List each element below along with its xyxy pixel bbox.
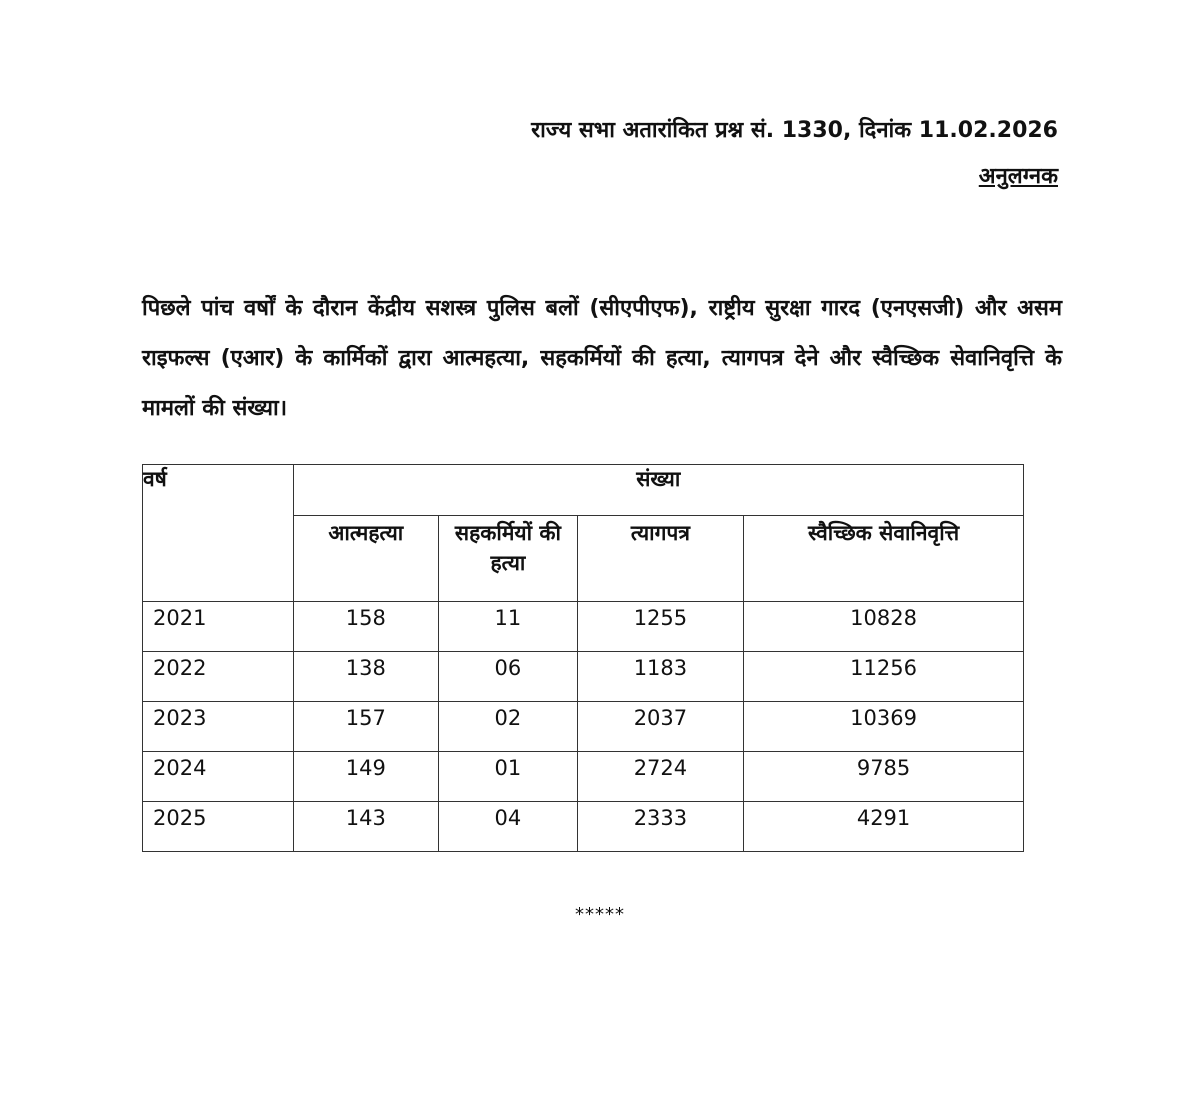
fratricide-cell: 01 <box>439 752 578 802</box>
fratricide-cell: 02 <box>439 702 578 752</box>
resignation-cell: 1183 <box>577 652 743 702</box>
year-cell: 2022 <box>143 652 294 702</box>
statistics-table <box>142 464 1024 852</box>
year-cell: 2024 <box>143 752 294 802</box>
voluntary-retirement-cell: 11256 <box>744 652 1024 702</box>
table-row <box>143 652 1024 702</box>
fratricide-column-header: सहकर्मियों की हत्या <box>439 516 578 602</box>
resignation-cell: 2037 <box>577 702 743 752</box>
voluntary-retirement-cell: 4291 <box>744 802 1024 852</box>
suicide-cell: 158 <box>293 602 439 652</box>
year-cell: 2021 <box>143 602 294 652</box>
resignation-cell: 2333 <box>577 802 743 852</box>
count-group-header: संख्या <box>293 465 1024 516</box>
question-reference: राज्य सभा अतारांकित प्रश्न सं. 1330, दिनांक 11.02.2026 <box>531 118 1058 143</box>
suicide-cell: 157 <box>293 702 439 752</box>
year-cell: 2023 <box>143 702 294 752</box>
resignation-cell: 1255 <box>577 602 743 652</box>
year-cell: 2025 <box>143 802 294 852</box>
voluntary-retirement-cell: 10369 <box>744 702 1024 752</box>
table-row <box>143 802 1024 852</box>
table-row <box>143 752 1024 802</box>
year-column-header: वर्ष <box>143 465 294 602</box>
voluntary-retirement-cell: 10828 <box>744 602 1024 652</box>
suicide-column-header: आत्महत्या <box>293 516 439 602</box>
intro-paragraph: पिछले पांच वर्षों के दौरान केंद्रीय सशस्त्र पुलिस बलों (सीएपीएफ), राष्ट्रीय सुरक्षा गारद (एनएसजी) और असम राइफल्स (एआर) के कार्मिकों द्वारा आत्महत्या, सहकर्मियों की हत्या, त्यागपत्र देने और स्वैच्छिक सेवानिवृत्ति के मामलों की संख्या। <box>142 296 1062 421</box>
suicide-cell: 138 <box>293 652 439 702</box>
table-header-row <box>143 465 1024 516</box>
voluntary-retirement-cell: 9785 <box>744 752 1024 802</box>
resignation-column-header: त्यागपत्र <box>577 516 743 602</box>
fratricide-cell: 04 <box>439 802 578 852</box>
fratricide-cell: 11 <box>439 602 578 652</box>
table-row <box>143 602 1024 652</box>
resignation-cell: 2724 <box>577 752 743 802</box>
table-row <box>143 702 1024 752</box>
suicide-cell: 143 <box>293 802 439 852</box>
annexure-label: अनुलग्नक <box>978 164 1058 189</box>
suicide-cell: 149 <box>293 752 439 802</box>
voluntary-retirement-column-header: स्वैच्छिक सेवानिवृत्ति <box>744 516 1024 602</box>
fratricide-cell: 06 <box>439 652 578 702</box>
end-of-document-mark: ***** <box>575 904 625 925</box>
